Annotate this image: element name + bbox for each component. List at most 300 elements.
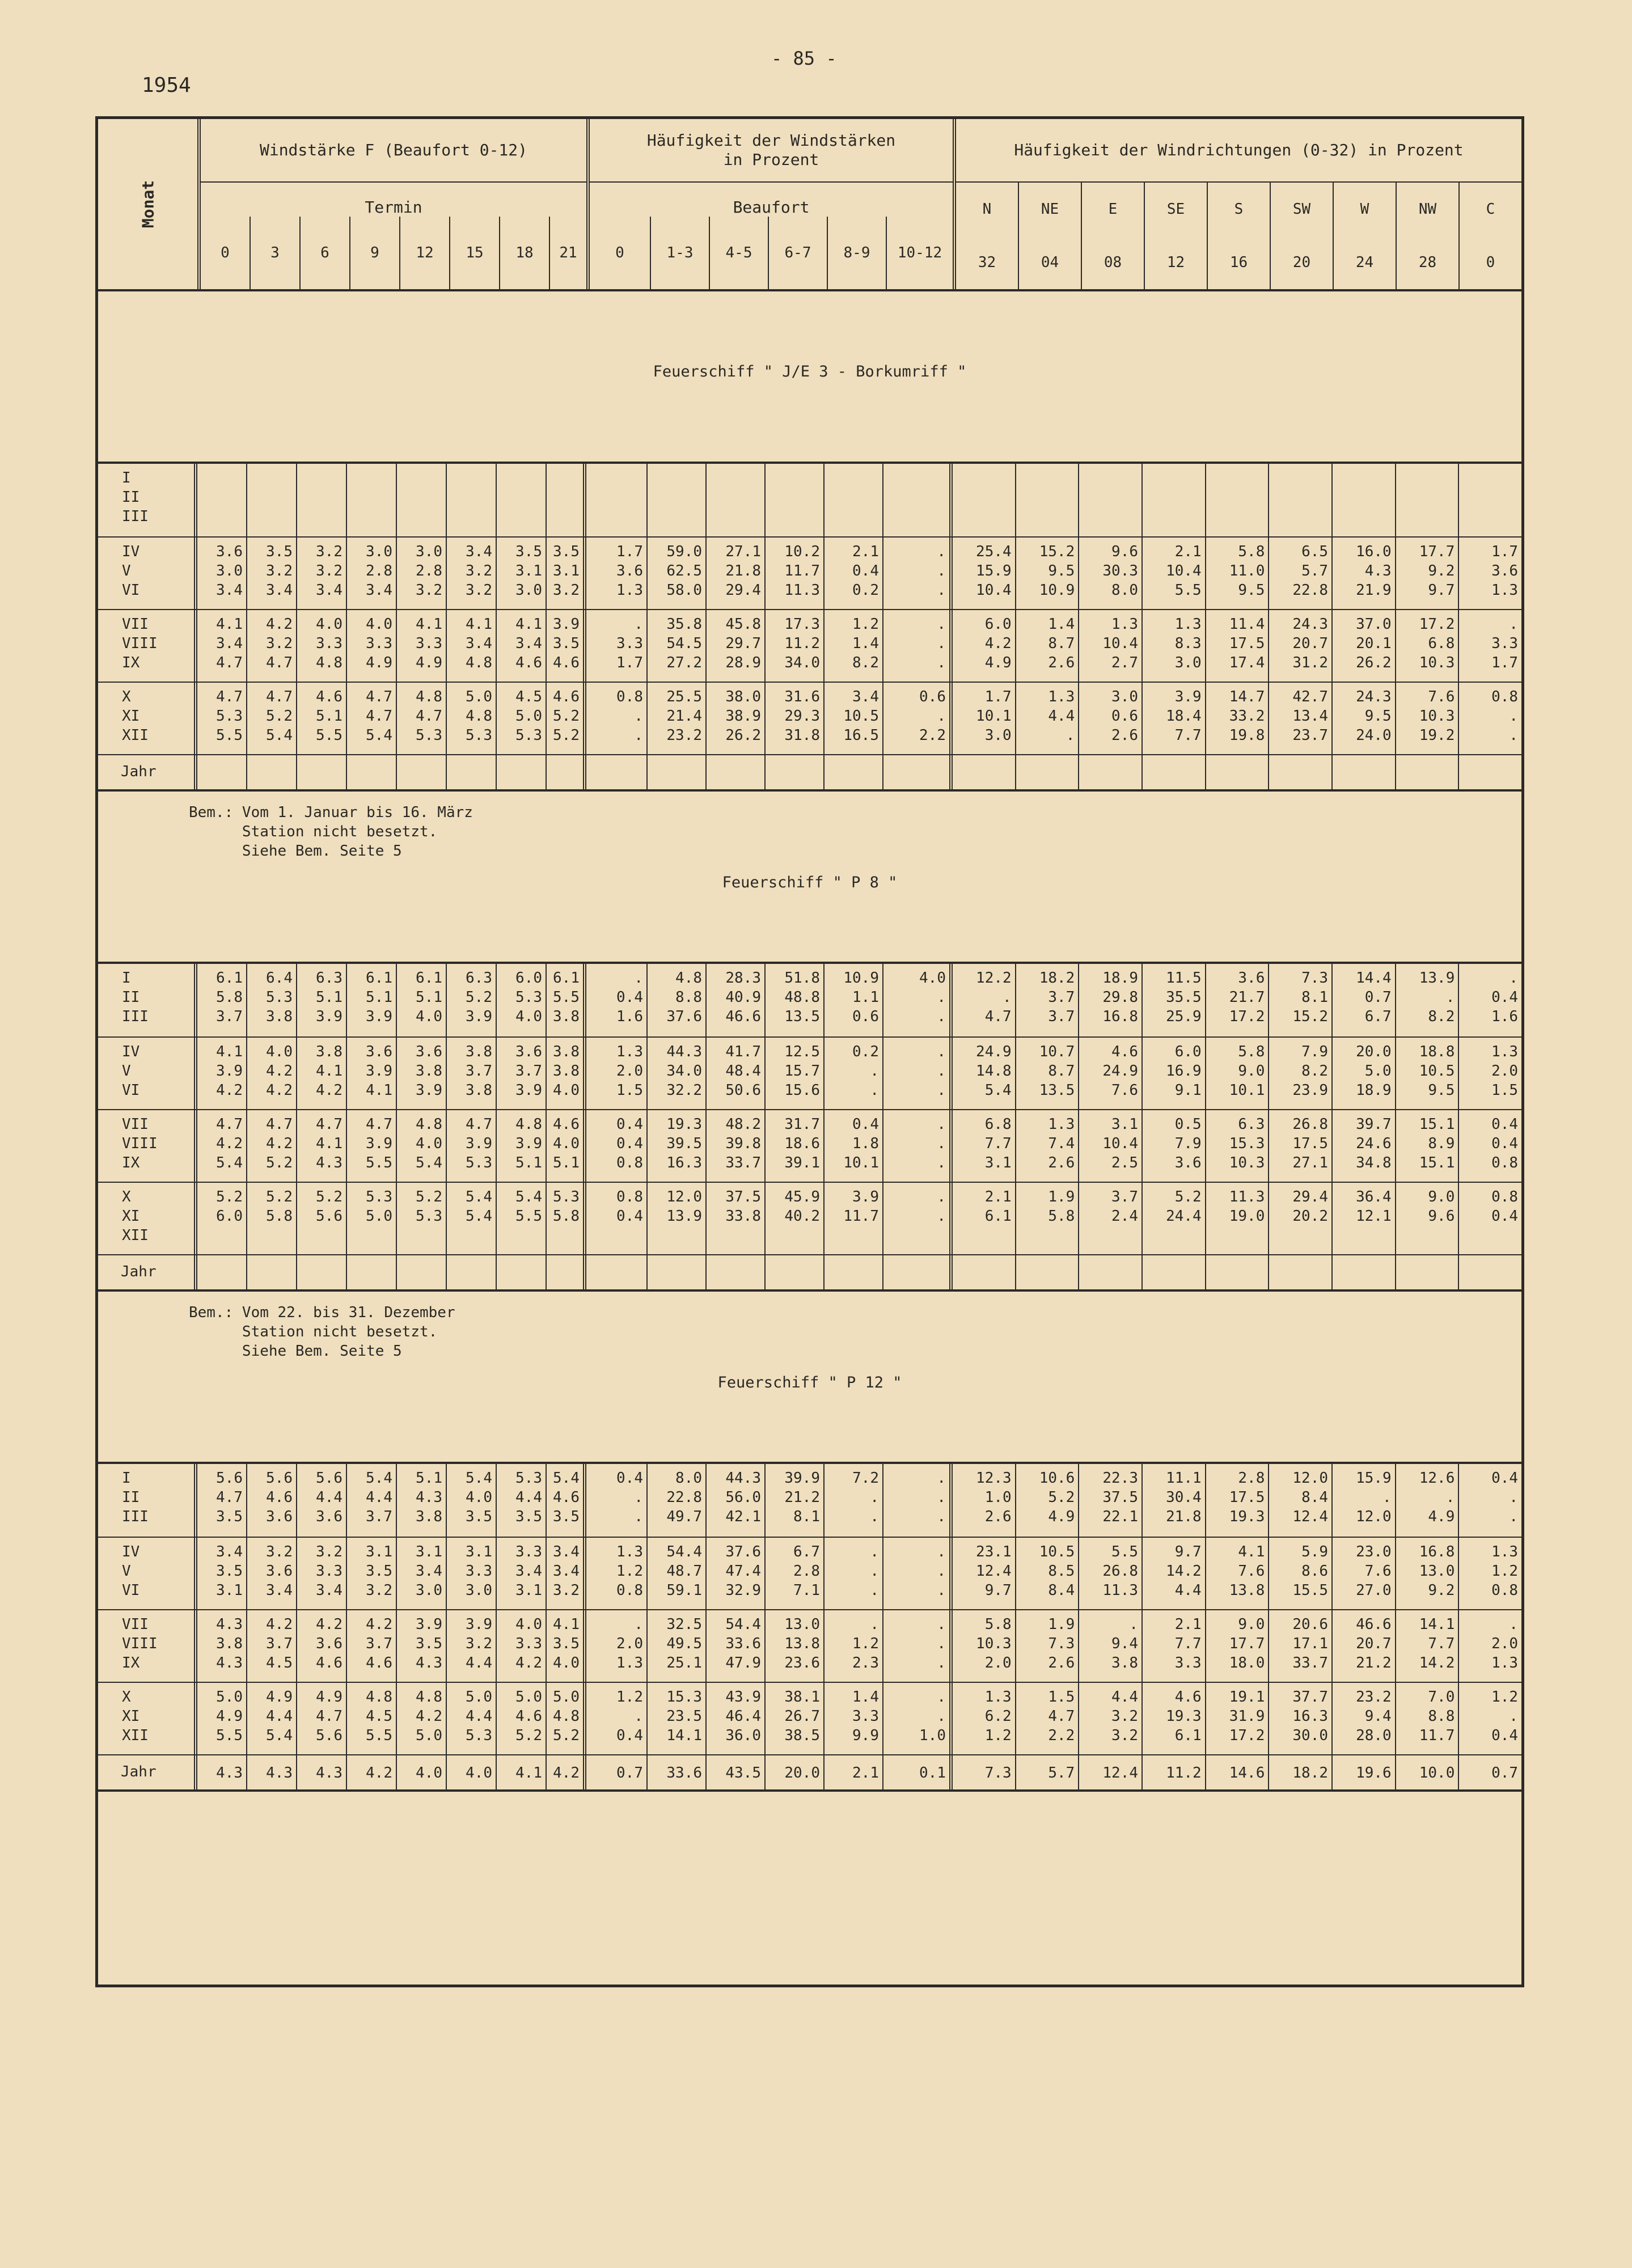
month-labels: X XI XII [98,683,197,754]
wind-force-header [201,119,590,289]
direction-header-3 [1145,183,1208,289]
force-frequency-values [586,964,953,1036]
table-cell: 32.5 49.5 25.1 [648,1610,707,1682]
table-row [98,538,1521,610]
table-cell: 3.1 3.3 3.0 [447,1538,497,1609]
table-cell [497,464,547,536]
table-cell: 4.2 3.6 4.6 [297,1610,347,1682]
table-cell: 1.7 3.6 1.3 [1491,543,1519,599]
table-cell [1079,1255,1143,1289]
force-frequency-year [586,1755,953,1789]
wind-force-values [197,1183,586,1254]
table-cell: . 2.0 1.3 [586,1610,648,1682]
table-cell: 4.1 3.4 4.8 [447,610,497,682]
table-cell: 4.6 5.2 5.2 [553,688,580,744]
table-cell [547,755,583,789]
table-cell: 5.0 4.4 5.3 [447,1683,497,1754]
table-cell: 5.1 4.3 3.8 [397,1464,447,1537]
table-cell [1269,1255,1333,1289]
table-cell: 7.3 [953,1755,1016,1789]
table-cell: . 0.4 1.6 [586,964,648,1036]
table-cell: 24.3 9.5 24.0 [1333,683,1396,754]
table-cell: 19.6 [1333,1755,1396,1789]
month-labels: IV V VI [98,1538,197,1609]
table-cell: 5.9 8.6 15.5 [1269,1538,1333,1609]
force-frequency-year [586,755,953,789]
table-cell: 3.2 3.2 3.4 [297,538,347,609]
wind-force-values [197,1110,586,1182]
direction-degrees: 04 [1041,254,1059,271]
table-cell [197,755,247,789]
table-cell: 14.7 33.2 19.8 [1206,683,1270,754]
table-cell: 51.8 48.8 13.5 [766,964,825,1036]
table-cell: 4.8 4.2 5.0 [397,1683,447,1754]
station-title: Feuerschiff " P 8 " [722,874,898,891]
table-cell: 19.1 31.9 17.2 [1206,1683,1270,1754]
direction-frequency-values [953,1610,1521,1682]
table-cell [247,755,297,789]
station-title: Feuerschiff " J/E 3 - Borkumriff " [653,363,967,380]
direction-columns [956,183,1521,289]
table-cell: 4.0 4.2 4.2 [247,1038,297,1109]
direction-frequency-values [953,538,1521,609]
table-cell: 1.9 5.8 [1016,1183,1080,1254]
termin-columns [201,217,586,289]
force-frequency-title: Häufigkeit der Windstärken in Prozent [590,119,953,183]
force-frequency-values [586,1683,953,1754]
table-cell: 54.4 33.6 47.9 [707,1610,766,1682]
table-cell: 7.3 8.1 15.2 [1269,964,1333,1036]
table-cell: 4.8 4.5 5.5 [347,1683,397,1754]
beaufort-header-2: 4-5 [710,217,769,289]
table-cell: 4.7 3.9 5.3 [447,1110,497,1182]
table-cell: 0.6 . 2.2 [919,688,946,744]
table-cell: 1.5 4.7 2.2 [1016,1683,1080,1754]
table-cell: 4.0 3.3 4.9 [347,610,397,682]
year-total-row [98,1755,1521,1792]
table-cell [766,464,825,536]
table-cell: 5.5 26.8 11.3 [1079,1538,1143,1609]
table-cell: 9.0 9.6 [1396,1183,1460,1254]
table-cell: 7.6 10.3 19.2 [1396,683,1460,754]
month-labels: X XI XII [98,1683,197,1754]
termin-header-1: 3 [251,217,301,289]
table-cell [953,464,1016,536]
table-cell: 48.2 39.8 33.7 [707,1110,766,1182]
table-cell: 42.7 13.4 23.7 [1269,683,1333,754]
table-cell: 3.9 3.5 4.6 [553,616,580,671]
table-cell: 12.4 [1079,1755,1143,1789]
table-cell [1396,755,1460,789]
table-cell: 33.6 [648,1755,707,1789]
table-cell: 4.7 4.2 5.2 [247,1110,297,1182]
wind-force-values [197,1538,586,1609]
table-cell [347,755,397,789]
table-cell [547,1255,583,1289]
table-cell: 4.2 3.7 4.5 [247,1610,297,1682]
table-cell [1269,755,1333,789]
force-frequency-values [586,683,953,754]
table-cell: 5.4 5.4 [447,1183,497,1254]
table-cell [447,755,497,789]
table-cell: . 9.4 3.8 [1079,1610,1143,1682]
table-cell: 10.5 8.5 8.4 [1016,1538,1080,1609]
beaufort-header-0: 0 [590,217,651,289]
table-cell: 26.8 17.5 27.1 [1269,1110,1333,1182]
table-cell: 3.6 21.7 17.2 [1206,964,1270,1036]
table-cell [397,1255,447,1289]
table-cell: 6.3 5.2 3.9 [447,964,497,1036]
table-cell: 13.9 . 8.2 [1396,964,1460,1036]
year-total-row [98,755,1521,792]
wind-force-title: Windstärke F (Beaufort 0-12) [201,119,586,183]
direction-header-8 [1460,183,1521,289]
table-cell: 4.1 3.3 4.9 [397,610,447,682]
table-cell [1143,755,1206,789]
table-cell: 0.4 . . [1491,1470,1519,1525]
table-cell: 8.0 22.8 49.7 [648,1464,707,1537]
table-cell [1016,1255,1080,1289]
wind-force-values [197,1610,586,1682]
year-label: 1954 [142,74,191,97]
direction-frequency-year [953,1255,1521,1289]
station-banner [98,792,1521,964]
table-cell: 3.7 2.4 [1079,1183,1143,1254]
table-cell: 12.6 . 4.9 [1396,1464,1460,1537]
table-cell: 4.6 19.3 6.1 [1143,1683,1206,1754]
table-cell: 11.4 17.5 17.4 [1206,610,1270,682]
table-cell: 4.9 4.7 5.6 [297,1683,347,1754]
table-cell: 1.3 4.4 . [1016,683,1080,754]
table-cell: 4.0 3.3 4.2 [497,1610,547,1682]
table-cell: 45.8 29.7 28.9 [707,610,766,682]
table-cell: 44.3 56.0 42.1 [707,1464,766,1537]
table-cell: 25.5 21.4 23.2 [648,683,707,754]
force-frequency-values [586,1183,953,1254]
table-cell: 5.2 5.8 [247,1183,297,1254]
table-cell [1016,464,1080,536]
table-cell [347,1255,397,1289]
table-cell: 5.0 4.9 5.5 [197,1683,247,1754]
table-cell [1079,464,1143,536]
table-cell: 12.0 8.4 12.4 [1269,1464,1333,1537]
table-cell: 11.5 35.5 25.9 [1143,964,1206,1036]
table-cell [1333,464,1396,536]
table-cell: 3.5 3.1 3.2 [553,543,580,599]
table-cell: 3.9 11.7 [825,1183,883,1254]
direction-frequency-values [953,1110,1521,1182]
table-cell: 18.2 [1269,1755,1333,1789]
table-cell: 0.8 . . [1491,688,1519,744]
table-cell [297,1255,347,1289]
table-cell: 12.0 13.9 [648,1183,707,1254]
station-banner [98,1292,1521,1464]
direction-header-1 [1019,183,1082,289]
table-cell: 17.3 11.2 34.0 [766,610,825,682]
table-cell: 0.8 0.4 [586,1183,648,1254]
table-cell: 29.4 20.2 [1269,1183,1333,1254]
table-cell: 5.2 24.4 [1143,1183,1206,1254]
table-cell: 3.6 3.0 3.4 [197,538,247,609]
table-cell: 43.9 46.4 36.0 [707,1683,766,1754]
direction-frequency-values [953,464,1521,536]
table-cell: 7.9 8.2 23.9 [1269,1038,1333,1109]
table-cell: 0.4 . . [586,1464,648,1537]
force-frequency-values [586,1464,953,1537]
direction-degrees: 20 [1292,254,1311,271]
table-cell: 4.1 3.4 4.7 [197,610,247,682]
table-cell: 1.3 7.4 2.6 [1016,1110,1080,1182]
table-cell: 6.4 5.3 3.8 [247,964,297,1036]
table-cell: 4.4 3.2 3.2 [1079,1683,1143,1754]
table-cell: 0.2 . . [825,1038,883,1109]
table-cell: 4.7 4.7 5.4 [347,683,397,754]
table-cell: 5.8 9.0 10.1 [1206,1038,1270,1109]
direction-code: NW [1418,201,1437,218]
table-cell: 36.4 12.1 [1333,1183,1396,1254]
table-cell: 3.0 0.6 2.6 [1079,683,1143,754]
table-cell [447,1255,497,1289]
direction-header-5 [1271,183,1334,289]
table-cell [397,755,447,789]
termin-header-5: 15 [450,217,500,289]
table-cell: 11.1 30.4 21.8 [1143,1464,1206,1537]
table-cell: 38.0 38.9 26.2 [707,683,766,754]
table-cell: 39.9 21.2 8.1 [766,1464,825,1537]
month-labels: VII VIII IX [98,1610,197,1682]
table-cell: 43.5 [707,1755,766,1789]
table-cell [1396,464,1460,536]
table-cell: 3.9 18.4 7.7 [1143,683,1206,754]
table-cell: 3.5 3.1 3.0 [497,538,547,609]
table-cell: 3.9 3.2 4.4 [447,1610,497,1682]
table-cell: 4.6 4.0 5.1 [553,1116,580,1171]
table-cell: 31.7 18.6 39.1 [766,1110,825,1182]
direction-code: C [1486,201,1495,218]
table-row [98,1610,1521,1683]
wind-force-year [197,1255,586,1289]
table-cell: 0.8 . . [586,683,648,754]
table-cell: 2.8 17.5 19.3 [1206,1464,1270,1537]
wind-force-values [197,610,586,682]
table-cell [297,755,347,789]
wind-statistics-table [95,116,1524,1987]
direction-frequency-values [953,610,1521,682]
table-cell: 19.3 39.5 16.3 [648,1110,707,1182]
table-cell: 6.7 2.8 7.1 [766,1538,825,1609]
table-cell: 4.8 4.0 5.4 [397,1110,447,1182]
table-cell [825,755,883,789]
table-cell: . 3.3 1.7 [1491,616,1519,671]
table-cell: 10.7 8.7 13.5 [1016,1038,1080,1109]
table-cell: . 3.3 1.7 [586,610,648,682]
table-cell: 1.3 2.0 1.5 [1491,1043,1519,1099]
year-total-row [98,1255,1521,1292]
table-cell: 3.6 3.7 3.9 [497,1038,547,1109]
table-cell: 5.0 4.8 5.2 [553,1689,580,1744]
table-cell: 3.5 3.2 3.4 [247,538,297,609]
direction-code: N [982,201,992,218]
table-cell: 37.7 16.3 30.0 [1269,1683,1333,1754]
table-cell [707,464,766,536]
table-cell: 9.0 17.7 18.0 [1206,1610,1270,1682]
month-labels: VII VIII IX [98,610,197,682]
table-cell: 5.2 5.6 [297,1183,347,1254]
table-cell: 18.9 29.8 16.8 [1079,964,1143,1036]
direction-header-4 [1208,183,1271,289]
table-cell: 39.7 24.6 34.8 [1333,1110,1396,1182]
table-cell: 1.3 8.3 3.0 [1143,610,1206,682]
wind-force-values [197,464,586,536]
direction-frequency-year [953,755,1521,789]
force-frequency-year [586,1255,953,1289]
table-cell: 23.1 12.4 9.7 [953,1538,1016,1609]
direction-code: NE [1041,201,1059,218]
table-cell: 46.6 20.7 21.2 [1333,1610,1396,1682]
table-cell: 45.9 40.2 [766,1183,825,1254]
direction-header-0 [956,183,1019,289]
table-cell [247,464,297,536]
table-cell: 0.5 7.9 3.6 [1143,1110,1206,1182]
direction-frequency-values [953,1464,1521,1537]
table-cell [1206,755,1270,789]
table-cell: 12.3 1.0 2.6 [953,1464,1016,1537]
table-header [98,119,1521,291]
table-cell: 59.0 62.5 58.0 [648,538,707,609]
direction-degrees: 28 [1418,254,1437,271]
table-cell: 1.2 . 0.4 [1491,1689,1519,1744]
table-cell: 20.6 17.1 33.7 [1269,1610,1333,1682]
table-cell: . 1.2 2.3 [825,1610,883,1682]
table-cell: 1.7 3.6 1.3 [586,538,648,609]
table-row [98,1038,1521,1110]
termin-header-6: 18 [500,217,550,289]
table-cell [447,464,497,536]
wind-force-values [197,1038,586,1109]
table-cell: 3.4 3.4 3.2 [553,1543,580,1599]
direction-code: SE [1166,201,1185,218]
table-cell: 4.1 7.6 13.8 [1206,1538,1270,1609]
table-cell: 6.1 5.8 3.7 [197,964,247,1036]
table-cell: 16.8 13.0 9.2 [1396,1538,1460,1609]
table-cell: 6.0 4.2 4.9 [953,610,1016,682]
page-number: - 85 - [771,48,837,69]
table-cell: 24.3 20.7 31.2 [1269,610,1333,682]
wind-force-year [197,1755,586,1789]
direction-frequency-title: Häufigkeit der Windrichtungen (0-32) in Prozent [956,119,1521,183]
table-cell: 3.0 2.8 3.2 [397,538,447,609]
wind-force-year [197,755,586,789]
termin-header-2: 6 [301,217,350,289]
direction-code: W [1360,201,1369,218]
table-cell: . . . [825,1538,883,1609]
table-cell: 4.8 8.8 37.6 [648,964,707,1036]
direction-degrees: 16 [1229,254,1248,271]
table-cell: 1.9 7.3 2.6 [1016,1610,1080,1682]
year-total-label: Jahr [98,1255,197,1289]
table-cell [347,464,397,536]
table-cell: 12.2 . 4.7 [953,964,1016,1036]
month-labels: I II III [98,964,197,1036]
beaufort-columns [590,217,953,289]
month-labels: IV V VI [98,538,197,609]
termin-header-7: 21 [559,244,577,261]
table-cell [707,755,766,789]
table-cell: 10.2 11.7 11.3 [766,538,825,609]
table-cell [1269,464,1333,536]
table-cell: 7.0 8.8 11.7 [1396,1683,1460,1754]
table-cell: 4.3 3.8 4.3 [197,1610,247,1682]
table-cell: 10.6 5.2 4.9 [1016,1464,1080,1537]
force-frequency-values [586,610,953,682]
direction-frequency-values [953,1038,1521,1109]
table-cell: 18.2 3.7 3.7 [1016,964,1080,1036]
table-cell [883,755,949,789]
table-cell: 1.3 6.2 1.2 [953,1683,1016,1754]
table-cell: 3.2 3.3 3.4 [297,1538,347,1609]
termin-header-4: 12 [400,217,450,289]
direction-frequency-values [953,964,1521,1036]
table-cell: 1.3 10.4 2.7 [1079,610,1143,682]
table-cell [197,1255,247,1289]
direction-frequency-header [956,119,1521,289]
table-row [98,683,1521,755]
table-cell [1333,1255,1396,1289]
table-cell: 5.3 5.8 [553,1188,580,1225]
table-cell: 1.4 8.7 2.6 [1016,610,1080,682]
table-cell: 0.7 [586,1755,648,1789]
table-cell: 5.2 5.3 [397,1183,447,1254]
table-cell [497,1255,547,1289]
table-cell: 17.2 6.8 10.3 [1396,610,1460,682]
table-cell: 4.7 4.1 4.3 [297,1110,347,1182]
force-frequency-values [586,1538,953,1609]
table-cell: 37.6 47.4 32.9 [707,1538,766,1609]
table-cell [586,1255,648,1289]
direction-frequency-values [953,1683,1521,1754]
table-cell: 5.6 4.7 3.5 [197,1464,247,1537]
table-cell: 5.4 5.5 [497,1183,547,1254]
table-cell: 4.0 3.3 4.8 [297,610,347,682]
table-cell: 6.1 5.1 3.9 [347,964,397,1036]
table-cell [953,755,1016,789]
table-cell: 4.9 4.4 5.4 [247,1683,297,1754]
table-cell: 4.7 5.3 5.5 [197,683,247,754]
station-banner [98,291,1521,464]
table-cell [1079,755,1143,789]
table-cell: 13.0 13.8 23.6 [766,1610,825,1682]
table-cell: 2.1 10.4 5.5 [1143,538,1206,609]
table-cell: 1.2 1.4 8.2 [825,610,883,682]
wind-force-values [197,964,586,1036]
direction-code: SW [1292,201,1311,218]
direction-frequency-values [953,1183,1521,1254]
table-cell: 2.1 0.4 0.2 [825,538,883,609]
table-cell: 3.4 10.5 16.5 [825,683,883,754]
table-cell: 20.0 [766,1755,825,1789]
table-cell: 4.1 3.4 4.6 [497,610,547,682]
month-labels: VII VIII IX [98,1110,197,1182]
table-cell: 4.0 [447,1755,497,1789]
table-cell: 0.8 0.4 [1491,1188,1519,1225]
table-cell [297,464,347,536]
table-cell: 4.1 [497,1755,547,1789]
table-cell: . . . [937,1043,946,1099]
force-frequency-values [586,1110,953,1182]
table-row [98,1538,1521,1610]
table-cell: . 0.4 1.6 [1491,970,1519,1025]
table-cell: 1.2 . 0.4 [586,1683,648,1754]
